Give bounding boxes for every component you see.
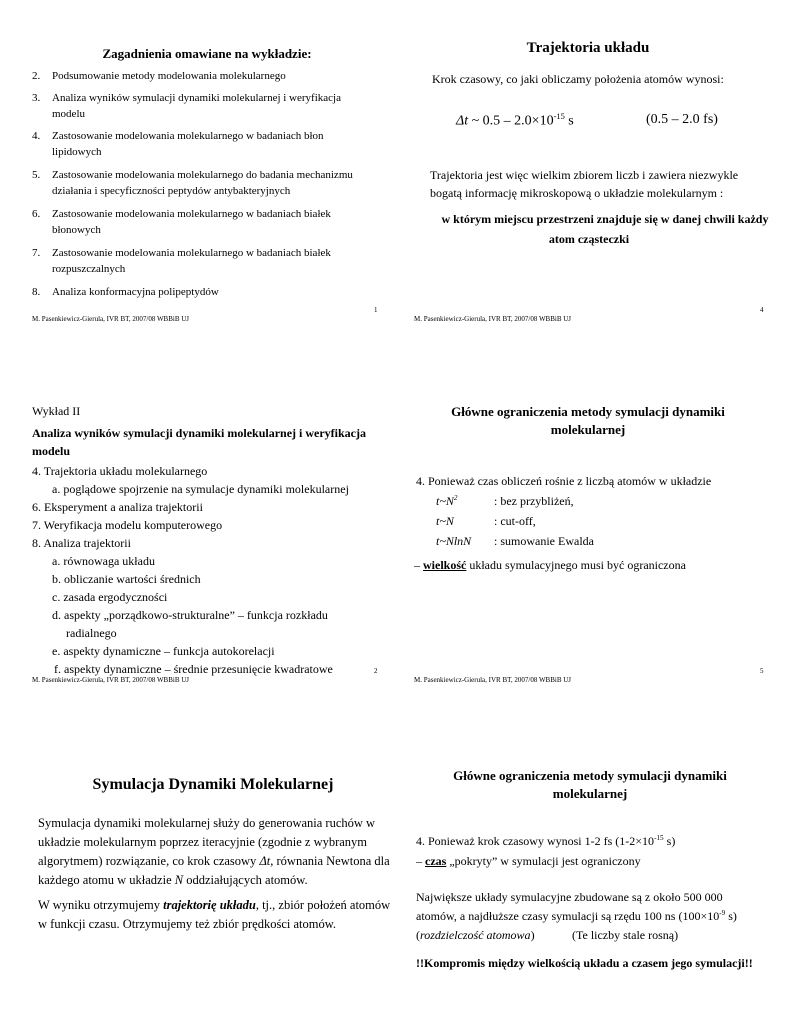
text-line: w funkcji czasu. Otrzymujemy też zbiór prędkości atomów. [38, 917, 337, 931]
page-number: 4 [760, 306, 764, 314]
slide-title: Zagadnienia omawiane na wykładzie: [102, 46, 312, 61]
text-line: Krok czasowy, co jaki obliczamy położenia atomów wynosi: [432, 72, 724, 86]
slide-4 [414, 40, 774, 330]
slide-title: Główne ograniczenia metody symulacji dynamiki [451, 404, 725, 419]
text-line: (rozdzielczość atomowa) [416, 928, 535, 942]
list-item: f. aspekty dynamiczne – średnie przesunięcie kwadratowe [54, 662, 333, 676]
final-statement: !!Kompromis między wielkością układu a czasem jego symulacji!! [416, 956, 753, 970]
text-line: układzie molekularnym poprzez iteracyjnie (zgodnie z wybranym [38, 835, 368, 849]
slide-title: molekularnej [550, 422, 626, 437]
text-line: (Te liczby stale rosną) [572, 928, 679, 942]
page-number: 1 [374, 306, 378, 314]
lecture-label: Wykład II [32, 404, 81, 418]
list-item: radialnego [66, 626, 117, 640]
footer: M. Pasenkiewicz-Gierula, IVR BT, 2007/08 WBBiB UJ [32, 676, 190, 684]
conclusion-line: – wielkość układu symulacyjnego musi być ograniczona [414, 558, 686, 572]
slide-title: molekularnej [552, 786, 628, 801]
text-line: W wyniku otrzymujemy trajektorię układu, tj., zbiór położeń atomów [38, 898, 391, 912]
complexity-desc: : cut-off, [494, 514, 536, 528]
list-item: 6. Eksperyment a analiza trajektorii [32, 500, 203, 514]
footer: M. Pasenkiewicz-Gierula, IVR BT, 2007/08 WBBiB UJ [414, 676, 572, 684]
slide-1: Zagadnienia omawiane na wykładzie: 2. Podsumowanie metody modelowania molekularnego 3. Analiza wyników symulacji dynamiki molekularnej i weryfikacja modelu 4. Zastosowanie modelowania molekularnego w badaniach błon lipidowych 5. Zastosowanie modelowania molekularnego do badania mechanizmu działania i specyficzności peptydów antybakteryjnych 6. Zastosowanie modelowania molekularnego w badaniach białek błonowych 7. Zastosowanie modelowania molekularnego w badaniach białek rozpuszczalnych 8. Analiza konformacyjna polipeptydów 1 M. Pasenkiewicz-Gierula, IVR BT, 2007/08 WBBiB UJ [32, 40, 392, 330]
complexity-formula: t~N [436, 514, 454, 528]
slide-2 [32, 404, 392, 694]
list-item: a. równowaga układu [52, 554, 155, 568]
slide-title: Symulacja Dynamiki Molekularnej [92, 776, 334, 793]
slide-6 [416, 768, 786, 1018]
complexity-formula: $t\sim N^2$ [436, 494, 458, 508]
page-number: 5 [760, 667, 764, 675]
text-line: algorytmem) rozwiązanie, co krok czasowy Δt, równania Newtona dla [38, 854, 390, 868]
text-line: 4. Ponieważ krok czasowy wynosi 1-2 fs ($1-2\times 10^{-15}$ s) [416, 834, 676, 848]
complexity-formula: t~NlnN [436, 534, 472, 548]
timestep-fs: (0.5 – 2.0 fs) [646, 112, 718, 127]
slide-title: Analiza wyników symulacji dynamiki molekularnej i weryfikacja [32, 426, 367, 440]
text-line: każdego atomu w układzie N oddziałujących atomów. [38, 873, 308, 887]
text-line: bogatą informację mikroskopową o układzie molekularnym : [430, 186, 724, 200]
list-item: 7. Weryfikacja modelu komputerowego [32, 518, 223, 532]
slide-title: Trajektoria układu [526, 40, 650, 56]
list-item: e. aspekty dynamiczne – funkcja autokorelacji [52, 644, 275, 658]
list-item: c. zasada ergodyczności [52, 590, 168, 604]
list-item: 4. Trajektoria układu molekularnego [32, 464, 208, 478]
slide-3 [38, 776, 404, 1016]
footer: M. Pasenkiewicz-Gierula, IVR BT, 2007/08 WBBiB UJ [32, 315, 190, 323]
timestep-equation: Δt ~ $0.5 - 2.0\times 10^{-15}$ s [456, 112, 574, 129]
text-line: 4. Ponieważ czas obliczeń rośnie z liczbą atomów w układzie [416, 474, 712, 488]
list-item: a. poglądowe spojrzenie na symulacje dynamiki molekularnej [52, 482, 349, 496]
slide-title: modelu [32, 444, 71, 458]
text-line: atom cząsteczki [548, 232, 630, 246]
text-line: w którym miejscu przestrzeni znajduje się w danej chwili każdy [441, 212, 769, 226]
text-line: Symulacja dynamiki molekularnej służy do generowania ruchów w [38, 816, 376, 830]
list-item: d. aspekty „porządkowo-strukturalne” – funkcja rozkładu [52, 608, 328, 622]
slide-5 [414, 404, 774, 694]
text-line: Trajektoria jest więc wielkim zbiorem liczb i zawiera niezwykle [430, 168, 739, 182]
list-item: b. obliczanie wartości średnich [52, 572, 201, 586]
list-item: 8. Analiza trajektorii [32, 536, 131, 550]
complexity-desc: : bez przybliżeń, [494, 494, 574, 508]
footer: M. Pasenkiewicz-Gierula, IVR BT, 2007/08 WBBiB UJ [414, 315, 572, 323]
text-line: atomów, a najdłuższe czasy symulacji są rzędu 100 ns ($100\times 10^{-9}$ s) [416, 909, 737, 923]
slide-title: Główne ograniczenia metody symulacji dynamiki [453, 768, 727, 783]
page-number: 2 [374, 667, 378, 675]
text-line: Największe układy symulacyjne zbudowane są z około 500 000 [416, 890, 723, 904]
complexity-desc: : sumowanie Ewalda [494, 534, 594, 548]
text-line: – czas „pokryty” w symulacji jest ograniczony [416, 854, 641, 868]
